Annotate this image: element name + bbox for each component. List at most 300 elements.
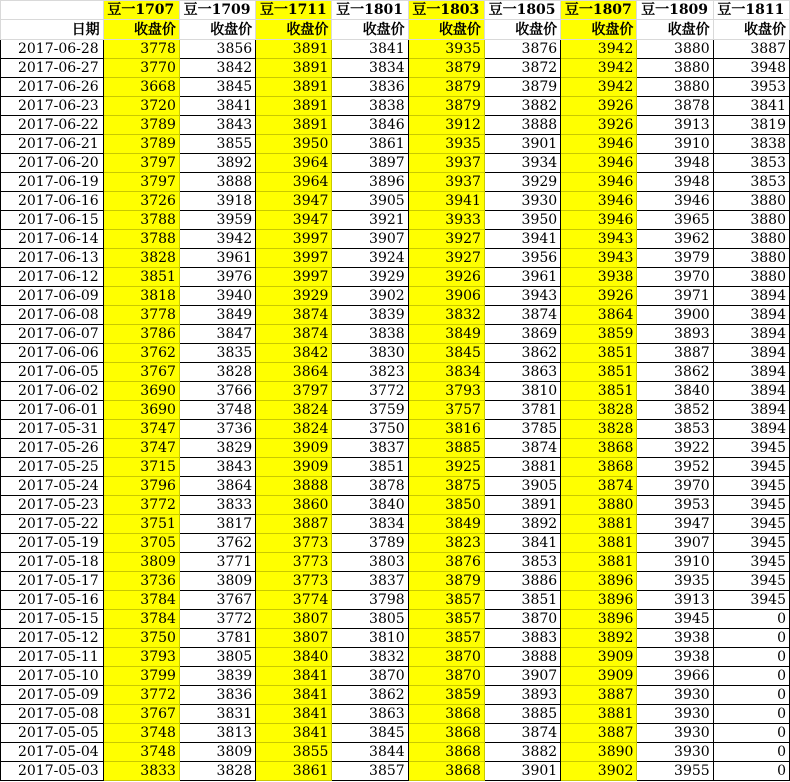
price-cell[interactable]: 3864 bbox=[256, 363, 332, 382]
price-cell[interactable]: 3909 bbox=[256, 439, 332, 458]
price-cell[interactable]: 3772 bbox=[179, 610, 255, 629]
price-cell[interactable]: 3824 bbox=[256, 420, 332, 439]
date-cell[interactable]: 2017-05-23 bbox=[1, 496, 104, 515]
price-cell[interactable]: 3828 bbox=[103, 249, 179, 268]
price-header-cell[interactable]: 收盘价 bbox=[561, 20, 637, 40]
date-cell[interactable]: 2017-05-10 bbox=[1, 667, 104, 686]
price-cell[interactable]: 3943 bbox=[561, 230, 637, 249]
date-cell[interactable]: 2017-05-11 bbox=[1, 648, 104, 667]
date-cell[interactable]: 2017-05-17 bbox=[1, 572, 104, 591]
price-cell[interactable]: 3880 bbox=[713, 192, 789, 211]
price-cell[interactable]: 3789 bbox=[103, 116, 179, 135]
price-cell[interactable]: 3748 bbox=[103, 724, 179, 743]
price-cell[interactable]: 3937 bbox=[408, 154, 484, 173]
price-cell[interactable]: 3778 bbox=[103, 306, 179, 325]
price-cell[interactable]: 3789 bbox=[103, 135, 179, 154]
date-cell[interactable]: 2017-05-18 bbox=[1, 553, 104, 572]
price-cell[interactable]: 3816 bbox=[408, 420, 484, 439]
date-cell[interactable]: 2017-05-12 bbox=[1, 629, 104, 648]
price-cell[interactable]: 3945 bbox=[637, 610, 713, 629]
price-cell[interactable]: 3797 bbox=[103, 154, 179, 173]
price-cell[interactable]: 3747 bbox=[103, 439, 179, 458]
price-header-cell[interactable]: 收盘价 bbox=[103, 20, 179, 40]
price-cell[interactable]: 3846 bbox=[332, 116, 408, 135]
price-cell[interactable]: 3896 bbox=[561, 610, 637, 629]
date-cell[interactable]: 2017-06-16 bbox=[1, 192, 104, 211]
price-cell[interactable]: 3788 bbox=[103, 230, 179, 249]
price-cell[interactable]: 3857 bbox=[408, 610, 484, 629]
price-cell[interactable]: 3862 bbox=[637, 363, 713, 382]
price-cell[interactable]: 3798 bbox=[332, 591, 408, 610]
price-cell[interactable]: 3948 bbox=[637, 154, 713, 173]
price-cell[interactable]: 3881 bbox=[561, 705, 637, 724]
price-cell[interactable]: 3880 bbox=[713, 211, 789, 230]
date-cell[interactable]: 2017-05-26 bbox=[1, 439, 104, 458]
price-cell[interactable]: 3907 bbox=[332, 230, 408, 249]
price-cell[interactable]: 3947 bbox=[256, 211, 332, 230]
price-cell[interactable]: 3784 bbox=[103, 591, 179, 610]
price-cell[interactable]: 3834 bbox=[332, 515, 408, 534]
price-cell[interactable]: 3926 bbox=[408, 268, 484, 287]
price-cell[interactable]: 3868 bbox=[561, 458, 637, 477]
date-cell[interactable]: 2017-06-12 bbox=[1, 268, 104, 287]
price-cell[interactable]: 3841 bbox=[256, 667, 332, 686]
price-cell[interactable]: 3892 bbox=[561, 629, 637, 648]
price-cell[interactable]: 3849 bbox=[179, 306, 255, 325]
price-cell[interactable]: 3842 bbox=[256, 344, 332, 363]
price-cell[interactable]: 3781 bbox=[484, 401, 560, 420]
price-cell[interactable]: 3847 bbox=[179, 325, 255, 344]
price-cell[interactable]: 3788 bbox=[103, 211, 179, 230]
price-cell[interactable]: 3943 bbox=[484, 287, 560, 306]
price-cell[interactable]: 3807 bbox=[256, 629, 332, 648]
price-cell[interactable]: 3759 bbox=[332, 401, 408, 420]
price-cell[interactable]: 3961 bbox=[179, 249, 255, 268]
price-cell[interactable]: 0 bbox=[713, 648, 789, 667]
price-cell[interactable]: 3843 bbox=[179, 116, 255, 135]
price-cell[interactable]: 3945 bbox=[713, 591, 789, 610]
date-cell[interactable]: 2017-06-09 bbox=[1, 287, 104, 306]
price-cell[interactable]: 3851 bbox=[103, 268, 179, 287]
price-cell[interactable]: 3945 bbox=[713, 477, 789, 496]
price-cell[interactable]: 3766 bbox=[179, 382, 255, 401]
price-cell[interactable]: 3840 bbox=[637, 382, 713, 401]
price-cell[interactable]: 3796 bbox=[103, 477, 179, 496]
price-cell[interactable]: 3937 bbox=[408, 173, 484, 192]
date-cell[interactable]: 2017-05-31 bbox=[1, 420, 104, 439]
price-cell[interactable]: 3774 bbox=[256, 591, 332, 610]
price-cell[interactable]: 3955 bbox=[637, 762, 713, 781]
price-cell[interactable]: 3767 bbox=[103, 363, 179, 382]
date-cell[interactable]: 2017-06-27 bbox=[1, 59, 104, 78]
price-cell[interactable]: 3778 bbox=[103, 40, 179, 59]
price-cell[interactable]: 3828 bbox=[179, 762, 255, 781]
price-cell[interactable]: 3785 bbox=[484, 420, 560, 439]
price-cell[interactable]: 3945 bbox=[713, 515, 789, 534]
price-cell[interactable]: 3997 bbox=[256, 268, 332, 287]
price-cell[interactable]: 3930 bbox=[637, 686, 713, 705]
price-cell[interactable]: 3891 bbox=[256, 78, 332, 97]
price-cell[interactable]: 3891 bbox=[256, 97, 332, 116]
date-cell[interactable]: 2017-06-01 bbox=[1, 401, 104, 420]
price-cell[interactable]: 3836 bbox=[332, 78, 408, 97]
price-cell[interactable]: 0 bbox=[713, 762, 789, 781]
price-cell[interactable]: 3945 bbox=[713, 553, 789, 572]
price-cell[interactable]: 3946 bbox=[561, 135, 637, 154]
price-cell[interactable]: 3962 bbox=[637, 230, 713, 249]
price-cell[interactable]: 3940 bbox=[179, 287, 255, 306]
price-cell[interactable]: 3942 bbox=[561, 78, 637, 97]
price-cell[interactable]: 3748 bbox=[103, 743, 179, 762]
contract-header-cell[interactable]: 豆一1811 bbox=[713, 1, 789, 20]
price-cell[interactable]: 3896 bbox=[332, 173, 408, 192]
price-cell[interactable]: 3945 bbox=[713, 458, 789, 477]
price-cell[interactable]: 3933 bbox=[408, 211, 484, 230]
price-cell[interactable]: 3929 bbox=[332, 268, 408, 287]
price-cell[interactable]: 3849 bbox=[408, 325, 484, 344]
price-cell[interactable]: 3948 bbox=[637, 173, 713, 192]
price-cell[interactable]: 3805 bbox=[179, 648, 255, 667]
price-cell[interactable]: 3997 bbox=[256, 249, 332, 268]
price-cell[interactable]: 3864 bbox=[179, 477, 255, 496]
price-cell[interactable]: 3879 bbox=[408, 97, 484, 116]
date-cell[interactable]: 2017-05-22 bbox=[1, 515, 104, 534]
price-cell[interactable]: 3874 bbox=[484, 306, 560, 325]
price-cell[interactable]: 3829 bbox=[179, 439, 255, 458]
price-cell[interactable]: 3841 bbox=[256, 686, 332, 705]
contract-header-cell[interactable]: 豆一1807 bbox=[561, 1, 637, 20]
price-cell[interactable]: 3793 bbox=[103, 648, 179, 667]
price-cell[interactable]: 3905 bbox=[332, 192, 408, 211]
date-cell[interactable]: 2017-05-05 bbox=[1, 724, 104, 743]
price-cell[interactable]: 3882 bbox=[484, 743, 560, 762]
price-cell[interactable]: 3830 bbox=[332, 344, 408, 363]
price-cell[interactable]: 3869 bbox=[484, 325, 560, 344]
price-cell[interactable]: 3964 bbox=[256, 154, 332, 173]
price-cell[interactable]: 3857 bbox=[408, 629, 484, 648]
price-cell[interactable]: 3845 bbox=[332, 724, 408, 743]
price-cell[interactable]: 3935 bbox=[408, 135, 484, 154]
price-cell[interactable]: 3793 bbox=[408, 382, 484, 401]
price-cell[interactable]: 3894 bbox=[713, 420, 789, 439]
price-cell[interactable]: 3894 bbox=[713, 382, 789, 401]
price-cell[interactable]: 3900 bbox=[637, 306, 713, 325]
price-cell[interactable]: 3834 bbox=[408, 363, 484, 382]
price-cell[interactable]: 3927 bbox=[408, 230, 484, 249]
price-cell[interactable]: 3840 bbox=[256, 648, 332, 667]
price-cell[interactable]: 3888 bbox=[179, 173, 255, 192]
price-cell[interactable]: 3842 bbox=[179, 59, 255, 78]
contract-header-cell[interactable]: 豆一1805 bbox=[484, 1, 560, 20]
price-cell[interactable]: 3690 bbox=[103, 401, 179, 420]
price-cell[interactable]: 3773 bbox=[256, 534, 332, 553]
price-cell[interactable]: 3823 bbox=[408, 534, 484, 553]
price-cell[interactable]: 3880 bbox=[713, 249, 789, 268]
price-cell[interactable]: 3757 bbox=[408, 401, 484, 420]
price-cell[interactable]: 3773 bbox=[256, 572, 332, 591]
price-cell[interactable]: 3888 bbox=[484, 116, 560, 135]
date-cell[interactable]: 2017-06-08 bbox=[1, 306, 104, 325]
price-cell[interactable]: 3891 bbox=[256, 40, 332, 59]
price-cell[interactable]: 3824 bbox=[256, 401, 332, 420]
price-cell[interactable]: 3868 bbox=[408, 762, 484, 781]
price-cell[interactable]: 3809 bbox=[103, 553, 179, 572]
price-cell[interactable]: 3857 bbox=[408, 591, 484, 610]
price-cell[interactable]: 3887 bbox=[713, 40, 789, 59]
price-cell[interactable]: 3894 bbox=[713, 344, 789, 363]
price-cell[interactable]: 3941 bbox=[484, 230, 560, 249]
date-header-cell[interactable]: 日期 bbox=[1, 20, 104, 40]
date-cell[interactable]: 2017-06-06 bbox=[1, 344, 104, 363]
price-cell[interactable]: 3921 bbox=[332, 211, 408, 230]
price-cell[interactable]: 3863 bbox=[332, 705, 408, 724]
price-cell[interactable]: 3881 bbox=[561, 553, 637, 572]
date-cell[interactable]: 2017-06-15 bbox=[1, 211, 104, 230]
price-cell[interactable]: 3894 bbox=[713, 287, 789, 306]
price-cell[interactable]: 3859 bbox=[408, 686, 484, 705]
price-cell[interactable]: 3870 bbox=[408, 667, 484, 686]
price-cell[interactable]: 3959 bbox=[179, 211, 255, 230]
price-cell[interactable]: 3874 bbox=[484, 724, 560, 743]
price-cell[interactable]: 3874 bbox=[256, 306, 332, 325]
price-cell[interactable]: 0 bbox=[713, 724, 789, 743]
date-cell[interactable]: 2017-06-14 bbox=[1, 230, 104, 249]
price-cell[interactable]: 3901 bbox=[484, 762, 560, 781]
price-cell[interactable]: 3935 bbox=[408, 40, 484, 59]
price-cell[interactable]: 0 bbox=[713, 610, 789, 629]
price-cell[interactable]: 3874 bbox=[484, 439, 560, 458]
price-cell[interactable]: 3751 bbox=[103, 515, 179, 534]
price-cell[interactable]: 3902 bbox=[332, 287, 408, 306]
price-cell[interactable]: 3850 bbox=[408, 496, 484, 515]
price-cell[interactable]: 3841 bbox=[713, 97, 789, 116]
price-cell[interactable]: 3762 bbox=[179, 534, 255, 553]
price-cell[interactable]: 3881 bbox=[484, 458, 560, 477]
price-cell[interactable]: 3838 bbox=[332, 97, 408, 116]
price-cell[interactable]: 3946 bbox=[561, 211, 637, 230]
price-cell[interactable]: 3880 bbox=[713, 268, 789, 287]
price-cell[interactable]: 3976 bbox=[179, 268, 255, 287]
price-cell[interactable]: 3845 bbox=[179, 78, 255, 97]
price-cell[interactable]: 0 bbox=[713, 667, 789, 686]
price-cell[interactable]: 3893 bbox=[637, 325, 713, 344]
price-cell[interactable]: 3818 bbox=[103, 287, 179, 306]
price-cell[interactable]: 3945 bbox=[713, 496, 789, 515]
price-cell[interactable]: 3970 bbox=[637, 477, 713, 496]
price-cell[interactable]: 3726 bbox=[103, 192, 179, 211]
price-cell[interactable]: 3720 bbox=[103, 97, 179, 116]
price-cell[interactable]: 3946 bbox=[561, 173, 637, 192]
price-cell[interactable]: 3843 bbox=[179, 458, 255, 477]
price-cell[interactable]: 3964 bbox=[256, 173, 332, 192]
price-cell[interactable]: 3943 bbox=[561, 249, 637, 268]
price-cell[interactable]: 3832 bbox=[408, 306, 484, 325]
date-cell[interactable]: 2017-05-03 bbox=[1, 762, 104, 781]
price-header-cell[interactable]: 收盘价 bbox=[256, 20, 332, 40]
price-cell[interactable]: 3874 bbox=[561, 477, 637, 496]
date-cell[interactable]: 2017-06-28 bbox=[1, 40, 104, 59]
price-cell[interactable]: 3930 bbox=[637, 743, 713, 762]
price-cell[interactable]: 3888 bbox=[484, 648, 560, 667]
price-cell[interactable]: 3882 bbox=[484, 97, 560, 116]
price-cell[interactable]: 3880 bbox=[637, 59, 713, 78]
price-cell[interactable]: 3767 bbox=[103, 705, 179, 724]
price-cell[interactable]: 3926 bbox=[561, 97, 637, 116]
price-cell[interactable]: 3750 bbox=[332, 420, 408, 439]
price-cell[interactable]: 3997 bbox=[256, 230, 332, 249]
price-cell[interactable]: 3953 bbox=[637, 496, 713, 515]
price-cell[interactable]: 3909 bbox=[561, 648, 637, 667]
price-cell[interactable]: 3893 bbox=[484, 686, 560, 705]
price-cell[interactable]: 3880 bbox=[561, 496, 637, 515]
price-cell[interactable]: 3840 bbox=[332, 496, 408, 515]
price-cell[interactable]: 3879 bbox=[484, 78, 560, 97]
price-cell[interactable]: 3946 bbox=[637, 192, 713, 211]
price-cell[interactable]: 3690 bbox=[103, 382, 179, 401]
price-cell[interactable]: 3853 bbox=[713, 154, 789, 173]
price-cell[interactable]: 3966 bbox=[637, 667, 713, 686]
price-cell[interactable]: 3887 bbox=[561, 724, 637, 743]
price-cell[interactable]: 3750 bbox=[103, 629, 179, 648]
price-cell[interactable]: 3878 bbox=[332, 477, 408, 496]
price-cell[interactable]: 3909 bbox=[561, 667, 637, 686]
price-cell[interactable]: 3909 bbox=[256, 458, 332, 477]
price-cell[interactable]: 3705 bbox=[103, 534, 179, 553]
price-cell[interactable]: 3715 bbox=[103, 458, 179, 477]
price-cell[interactable]: 3770 bbox=[103, 59, 179, 78]
price-cell[interactable]: 3805 bbox=[332, 610, 408, 629]
date-cell[interactable]: 2017-06-21 bbox=[1, 135, 104, 154]
price-cell[interactable]: 3668 bbox=[103, 78, 179, 97]
price-cell[interactable]: 3797 bbox=[103, 173, 179, 192]
price-cell[interactable]: 3861 bbox=[332, 135, 408, 154]
price-cell[interactable]: 3885 bbox=[484, 705, 560, 724]
price-cell[interactable]: 3879 bbox=[408, 59, 484, 78]
price-cell[interactable]: 0 bbox=[713, 686, 789, 705]
price-cell[interactable]: 3838 bbox=[713, 135, 789, 154]
price-cell[interactable]: 3881 bbox=[561, 534, 637, 553]
price-cell[interactable]: 3736 bbox=[103, 572, 179, 591]
price-cell[interactable]: 3896 bbox=[561, 591, 637, 610]
price-cell[interactable]: 3890 bbox=[561, 743, 637, 762]
price-cell[interactable]: 3748 bbox=[179, 401, 255, 420]
price-cell[interactable]: 3887 bbox=[256, 515, 332, 534]
price-cell[interactable]: 3910 bbox=[637, 553, 713, 572]
price-cell[interactable]: 3885 bbox=[408, 439, 484, 458]
price-cell[interactable]: 3894 bbox=[713, 363, 789, 382]
price-cell[interactable]: 3979 bbox=[637, 249, 713, 268]
price-cell[interactable]: 3876 bbox=[484, 40, 560, 59]
price-cell[interactable]: 3881 bbox=[561, 515, 637, 534]
price-cell[interactable]: 3803 bbox=[332, 553, 408, 572]
price-cell[interactable]: 0 bbox=[713, 629, 789, 648]
price-cell[interactable]: 3879 bbox=[408, 78, 484, 97]
price-cell[interactable]: 3878 bbox=[637, 97, 713, 116]
price-cell[interactable]: 3868 bbox=[408, 724, 484, 743]
date-cell[interactable]: 2017-05-24 bbox=[1, 477, 104, 496]
price-cell[interactable]: 3817 bbox=[179, 515, 255, 534]
contract-header-cell[interactable]: 豆一1803 bbox=[408, 1, 484, 20]
price-header-cell[interactable]: 收盘价 bbox=[713, 20, 789, 40]
price-cell[interactable]: 3950 bbox=[256, 135, 332, 154]
price-cell[interactable]: 3907 bbox=[484, 667, 560, 686]
price-cell[interactable]: 3926 bbox=[561, 116, 637, 135]
price-cell[interactable]: 3947 bbox=[637, 515, 713, 534]
price-cell[interactable]: 3789 bbox=[332, 534, 408, 553]
price-cell[interactable]: 3956 bbox=[484, 249, 560, 268]
price-cell[interactable]: 3875 bbox=[408, 477, 484, 496]
price-cell[interactable]: 3781 bbox=[179, 629, 255, 648]
price-cell[interactable]: 3799 bbox=[103, 667, 179, 686]
price-cell[interactable]: 3767 bbox=[179, 591, 255, 610]
price-cell[interactable]: 3841 bbox=[256, 724, 332, 743]
price-cell[interactable]: 3819 bbox=[713, 116, 789, 135]
price-cell[interactable]: 3876 bbox=[408, 553, 484, 572]
price-cell[interactable]: 3809 bbox=[179, 572, 255, 591]
price-cell[interactable]: 3906 bbox=[408, 287, 484, 306]
price-cell[interactable]: 3948 bbox=[713, 59, 789, 78]
price-cell[interactable]: 3887 bbox=[637, 344, 713, 363]
price-cell[interactable]: 3868 bbox=[408, 743, 484, 762]
price-cell[interactable]: 3927 bbox=[408, 249, 484, 268]
price-cell[interactable]: 3934 bbox=[484, 154, 560, 173]
price-cell[interactable]: 3901 bbox=[484, 135, 560, 154]
price-cell[interactable]: 3907 bbox=[637, 534, 713, 553]
date-cell[interactable]: 2017-06-13 bbox=[1, 249, 104, 268]
price-header-cell[interactable]: 收盘价 bbox=[408, 20, 484, 40]
price-cell[interactable]: 3880 bbox=[713, 230, 789, 249]
price-cell[interactable]: 3813 bbox=[179, 724, 255, 743]
price-cell[interactable]: 3938 bbox=[561, 268, 637, 287]
date-cell[interactable]: 2017-05-09 bbox=[1, 686, 104, 705]
price-cell[interactable]: 3902 bbox=[561, 762, 637, 781]
price-cell[interactable]: 3841 bbox=[179, 97, 255, 116]
price-cell[interactable]: 3942 bbox=[561, 40, 637, 59]
price-cell[interactable]: 3870 bbox=[332, 667, 408, 686]
price-cell[interactable]: 3838 bbox=[332, 325, 408, 344]
price-cell[interactable]: 3837 bbox=[332, 572, 408, 591]
price-cell[interactable]: 3938 bbox=[637, 629, 713, 648]
price-cell[interactable]: 3946 bbox=[561, 154, 637, 173]
date-cell[interactable]: 2017-06-23 bbox=[1, 97, 104, 116]
price-cell[interactable]: 3945 bbox=[713, 572, 789, 591]
price-cell[interactable]: 3892 bbox=[484, 515, 560, 534]
price-cell[interactable]: 3772 bbox=[103, 496, 179, 515]
price-cell[interactable]: 3823 bbox=[332, 363, 408, 382]
price-cell[interactable]: 3747 bbox=[103, 420, 179, 439]
price-cell[interactable]: 3910 bbox=[637, 135, 713, 154]
price-cell[interactable]: 3953 bbox=[713, 78, 789, 97]
price-cell[interactable]: 3945 bbox=[713, 534, 789, 553]
price-cell[interactable]: 3853 bbox=[637, 420, 713, 439]
price-cell[interactable]: 3831 bbox=[179, 705, 255, 724]
price-cell[interactable]: 3938 bbox=[637, 648, 713, 667]
price-cell[interactable]: 3930 bbox=[637, 705, 713, 724]
date-cell[interactable]: 2017-05-16 bbox=[1, 591, 104, 610]
price-cell[interactable]: 3844 bbox=[332, 743, 408, 762]
price-cell[interactable]: 3841 bbox=[332, 40, 408, 59]
price-cell[interactable]: 3905 bbox=[484, 477, 560, 496]
price-cell[interactable]: 3870 bbox=[408, 648, 484, 667]
price-cell[interactable]: 3828 bbox=[561, 420, 637, 439]
date-cell[interactable]: 2017-06-22 bbox=[1, 116, 104, 135]
price-cell[interactable]: 0 bbox=[713, 743, 789, 762]
price-cell[interactable]: 3773 bbox=[256, 553, 332, 572]
price-cell[interactable]: 3845 bbox=[408, 344, 484, 363]
date-cell[interactable]: 2017-06-26 bbox=[1, 78, 104, 97]
price-cell[interactable]: 3965 bbox=[637, 211, 713, 230]
price-cell[interactable]: 3839 bbox=[179, 667, 255, 686]
